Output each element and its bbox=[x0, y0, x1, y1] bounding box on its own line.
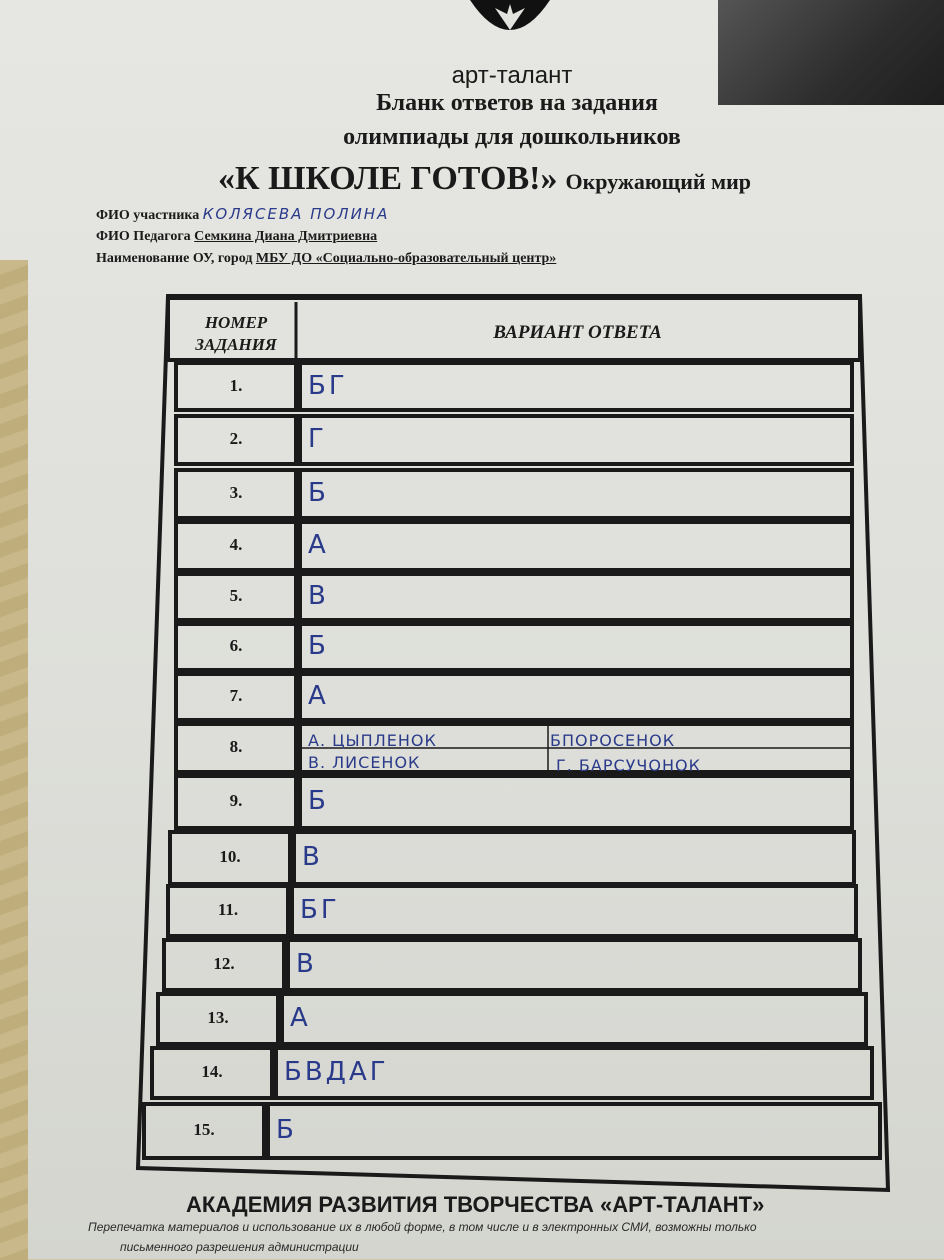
task-answer: БГ bbox=[300, 895, 340, 925]
task-answer: А bbox=[308, 681, 329, 711]
task-answer: Б bbox=[276, 1115, 297, 1145]
task-number: 6. bbox=[229, 636, 243, 655]
participant-label: ФИО участника bbox=[96, 208, 200, 223]
row8-option-g: Г. БАРСУЧОНОК bbox=[556, 756, 701, 775]
row8-option-b: БПОРОСЕНОК bbox=[550, 731, 676, 750]
row-answer-cell bbox=[268, 1104, 880, 1158]
task-number: 10. bbox=[219, 847, 241, 866]
task-answer: В bbox=[302, 842, 323, 872]
task-number: 9. bbox=[229, 791, 243, 810]
row-answer-cell bbox=[292, 886, 856, 936]
column-header-answer: ВАРИАНТ ОТВЕТА bbox=[493, 322, 662, 343]
organization-value: МБУ ДО «Социально-образовательный центр» bbox=[255, 251, 557, 266]
row-answer-cell bbox=[300, 522, 852, 570]
task-number: 4. bbox=[229, 535, 243, 554]
task-number: 7. bbox=[229, 686, 243, 705]
footer-copyright-note-2: письменного разрешения администрации bbox=[120, 1240, 359, 1254]
olympiad-name: «К ШКОЛЕ ГОТОВ!» bbox=[218, 160, 558, 197]
task-number: 8. bbox=[229, 737, 243, 756]
task-answer: Б bbox=[308, 478, 329, 508]
task-answer: БГ bbox=[308, 370, 348, 401]
task-number: 15. bbox=[193, 1120, 215, 1139]
column-header-number bbox=[176, 312, 296, 356]
task-number: 11. bbox=[217, 900, 239, 919]
row8-option-a: А. ЦЫПЛЕНОК bbox=[308, 731, 437, 750]
footer-copyright-note: Перепечатка материалов и использование их в любой форме, в том числе и в электронных СМИ, возможны только bbox=[88, 1220, 757, 1234]
title-line-2: олимпиады для дошкольников bbox=[343, 124, 681, 150]
teacher-value: Семкина Диана Дмитриевна bbox=[194, 229, 378, 244]
column-header-number-line2: ЗАДАНИЯ bbox=[195, 335, 277, 354]
task-number: 12. bbox=[213, 954, 235, 973]
task-number: 3. bbox=[229, 483, 243, 502]
task-number: 1. bbox=[229, 375, 243, 395]
footer-academy: АКАДЕМИЯ РАЗВИТИЯ ТВОРЧЕСТВА «АРТ-ТАЛАНТ» bbox=[186, 1192, 765, 1217]
row-answer-cell bbox=[282, 994, 866, 1044]
row-answer-cell bbox=[300, 776, 852, 828]
row8-option-v: В. ЛИСЕНОК bbox=[308, 753, 421, 772]
row-answer-cell bbox=[300, 624, 852, 670]
task-answer: Г bbox=[308, 424, 327, 454]
task-answer: А bbox=[290, 1003, 311, 1033]
teacher-label: ФИО Педагога bbox=[96, 229, 191, 244]
task-number: 5. bbox=[229, 586, 243, 605]
row-answer-cell bbox=[288, 940, 860, 990]
row-answer-cell bbox=[294, 832, 854, 884]
task-answer: В bbox=[308, 581, 329, 611]
subject-name: Окружающий мир bbox=[565, 169, 751, 194]
task-answer: БВДАГ bbox=[284, 1057, 389, 1087]
row-answer-cell bbox=[300, 674, 852, 720]
brand-name: арт-талант bbox=[451, 62, 573, 89]
task-answer: Б bbox=[308, 786, 329, 816]
column-header-number-line1: НОМЕР bbox=[204, 313, 268, 332]
task-number: 2. bbox=[229, 429, 243, 448]
task-number: 14. bbox=[201, 1062, 223, 1081]
row-answer-cell bbox=[300, 363, 852, 410]
participant-value: КОЛЯСЕВА ПОЛИНА bbox=[202, 205, 390, 223]
task-answer: А bbox=[308, 530, 329, 560]
task-answer: Б bbox=[308, 631, 329, 661]
row-answer-cell bbox=[300, 416, 852, 464]
task-number: 13. bbox=[207, 1008, 229, 1027]
row-answer-cell bbox=[300, 470, 852, 518]
title-line-1: Бланк ответов на задания bbox=[376, 90, 658, 116]
task-answer: В bbox=[296, 949, 317, 979]
organization-label: Наименование ОУ, город bbox=[96, 251, 253, 266]
row-answer-cell bbox=[300, 574, 852, 620]
